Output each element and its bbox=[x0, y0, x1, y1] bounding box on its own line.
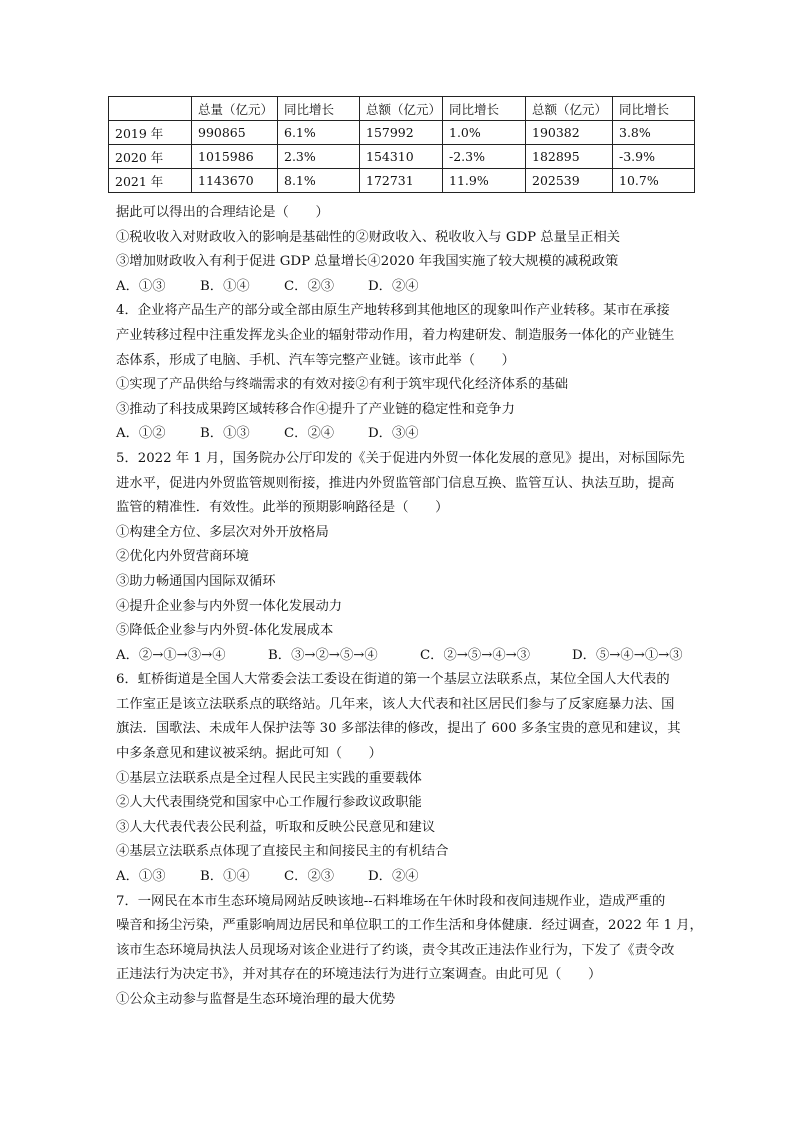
option-c: C．②③ bbox=[284, 869, 335, 885]
option-b: B．①④ bbox=[200, 278, 250, 294]
statement-line: ②人大代表围绕党和国家中心工作履行参政议政职能 bbox=[116, 795, 422, 811]
table-cell: 2020 年 bbox=[109, 145, 192, 169]
table-cell: 1.0% bbox=[443, 121, 526, 145]
question-text: 中多条意见和建议被采纳。据此可知（ ） bbox=[116, 746, 382, 762]
question-text: 7．一网民在本市生态环境局网站反映该地--石料堆场在午休时段和夜间违规作业，造成严重的 bbox=[116, 893, 666, 909]
option-b: B．①④ bbox=[200, 869, 250, 885]
question-text: 6．虹桥街道是全国人大常委会法工委设在街道的第一个基层立法联系点，某位全国人大代表的 bbox=[116, 672, 670, 688]
answer-options bbox=[116, 644, 702, 669]
table-cell: 11.9% bbox=[443, 169, 526, 193]
statement-line: ③增加财政收入有利于促进 GDP 总量增长④2020 年我国实施了较大规模的减税政策 bbox=[116, 254, 619, 270]
table-cell: -3.9% bbox=[613, 145, 695, 169]
answer-options bbox=[116, 275, 702, 300]
option-a: A．②→①→③→④ bbox=[116, 647, 226, 663]
table-header-cell: 同比增长 bbox=[278, 97, 360, 121]
statement-line: ①实现了产品供给与终端需求的有效对接②有利于筑牢现代化经济体系的基础 bbox=[116, 377, 569, 393]
option-d: D．③④ bbox=[368, 426, 419, 442]
option-d: D．⑤→④→①→③ bbox=[572, 647, 683, 663]
table-cell: 190382 bbox=[526, 121, 613, 145]
question-text: 进水平，促进内外贸监管规则衔接，推进内外贸监管部门信息互换、监管互认、执法互助，提高 bbox=[116, 475, 675, 491]
statement-line: ③推动了科技成果跨区域转移合作④提升了产业链的稳定性和竞争力 bbox=[116, 401, 515, 417]
table-header-row bbox=[109, 97, 695, 121]
table-cell: 202539 bbox=[526, 169, 613, 193]
table-header-cell: 同比增长 bbox=[613, 97, 695, 121]
statement-line: ③人大代表代表公民利益，听取和反映公民意见和建议 bbox=[116, 819, 436, 835]
table-cell: 10.7% bbox=[613, 169, 695, 193]
option-c: C．②③ bbox=[284, 278, 335, 294]
table-cell: -2.3% bbox=[443, 145, 526, 169]
question-text: 旗法．国歌法、未成年人保护法等 30 多部法律的修改，提出了 600 多条宝贵的意见和建议，其 bbox=[116, 721, 681, 737]
table-cell: 157992 bbox=[360, 121, 443, 145]
option-b: B．①③ bbox=[200, 426, 250, 442]
statistics-table bbox=[108, 96, 695, 193]
table-cell: 2.3% bbox=[278, 145, 360, 169]
table-row bbox=[109, 145, 695, 169]
question-text: 态体系，形成了电脑、手机、汽车等完整产业链。该市此举（ ） bbox=[116, 352, 515, 368]
table-row bbox=[109, 121, 695, 145]
statement-line: ①公众主动参与监督是生态环境治理的最大优势 bbox=[116, 992, 396, 1007]
question-text: 5．2022 年 1 月，国务院办公厅印发的《关于促进内外贸一体化发展的意见》提出，对标国际先 bbox=[116, 450, 685, 466]
table-cell: 990865 bbox=[192, 121, 278, 145]
option-c: C．②④ bbox=[284, 426, 335, 442]
statement-line: ①基层立法联系点是全过程人民民主实践的重要载体 bbox=[116, 770, 422, 786]
table-cell: 1015986 bbox=[192, 145, 278, 169]
table-cell: 154310 bbox=[360, 145, 443, 169]
statement-line: ①税收收入对财政收入的影响是基础性的②财政收入、税收收入与 GDP 总量呈正相关 bbox=[116, 229, 621, 245]
question-text: 噪音和扬尘污染，严重影响周边居民和单位职工的工作生活和身体健康．经过调查，2022 年 1 月， bbox=[116, 918, 703, 934]
table-row bbox=[109, 169, 695, 193]
statement-line: ④提升企业参与内外贸一体化发展动力 bbox=[116, 598, 343, 614]
table-cell: 6.1% bbox=[278, 121, 360, 145]
option-a: A．①② bbox=[116, 426, 166, 442]
table-header-cell: 同比增长 bbox=[443, 97, 526, 121]
statement-line: ③助力畅通国内国际双循环 bbox=[116, 573, 276, 589]
questions-body bbox=[116, 201, 702, 1013]
table-cell: 172731 bbox=[360, 169, 443, 193]
table-cell: 2021 年 bbox=[109, 169, 192, 193]
question-stem: 据此可以得出的合理结论是（ ） bbox=[116, 205, 329, 220]
statement-line: ②优化内外贸营商环境 bbox=[116, 549, 249, 565]
question-text: 正违法行为决定书》，并对其存在的环境违法行为进行立案调查。由此可见（ ） bbox=[116, 967, 602, 983]
statement-line: ⑤降低企业参与内外贸-体化发展成本 bbox=[116, 623, 334, 639]
table-cell: 1143670 bbox=[192, 169, 278, 193]
question-text: 4．企业将产品生产的部分或全部由原生产地转移到其他地区的现象叫作产业转移。某市在承接 bbox=[116, 303, 670, 319]
question-text: 工作室正是该立法联系点的联络站。几年来，该人大代表和社区居民们参与了反家庭暴力法、国 bbox=[116, 696, 675, 712]
table-cell: 8.1% bbox=[278, 169, 360, 193]
table-cell: 3.8% bbox=[613, 121, 695, 145]
option-d: D．②④ bbox=[368, 278, 419, 294]
table-cell: 2019 年 bbox=[109, 121, 192, 145]
option-b: B．③→②→⑤→④ bbox=[268, 647, 378, 663]
statement-line: ④基层立法联系点体现了直接民主和间接民主的有机结合 bbox=[116, 844, 449, 860]
table-header-cell bbox=[109, 97, 192, 121]
option-a: A．①③ bbox=[116, 278, 166, 294]
table-cell: 182895 bbox=[526, 145, 613, 169]
question-text: 该市生态环境局执法人员现场对该企业进行了约谈，责令其改正违法作业行为，下发了《责令改 bbox=[116, 942, 675, 958]
answer-options bbox=[116, 865, 702, 890]
question-text: 产业转移过程中注重发挥龙头企业的辐射带动作用，着力构建研发、制造服务一体化的产业链生 bbox=[116, 327, 675, 343]
table-header-cell: 总额（亿元） bbox=[526, 97, 613, 121]
option-d: D．②④ bbox=[368, 869, 419, 885]
table-header-cell: 总额（亿元） bbox=[360, 97, 443, 121]
answer-options bbox=[116, 422, 702, 447]
statement-line: ①构建全方位、多层次对外开放格局 bbox=[116, 524, 329, 540]
option-c: C．②→⑤→④→③ bbox=[420, 647, 531, 663]
question-text: 监管的精准性．有效性。此举的预期影响路径是（ ） bbox=[116, 500, 449, 516]
table-header-cell: 总量（亿元） bbox=[192, 97, 278, 121]
option-a: A．①③ bbox=[116, 869, 166, 885]
